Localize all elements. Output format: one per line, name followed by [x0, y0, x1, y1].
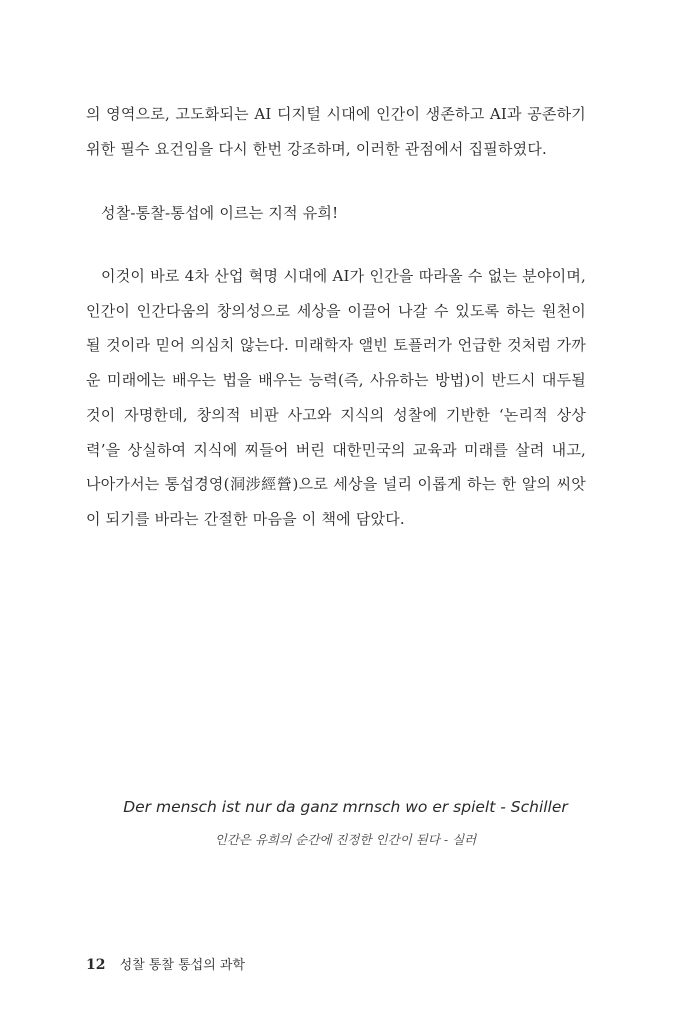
body-paragraph-1: 의 영역으로, 고도화되는 AI 디지털 시대에 인간이 생존하고 AI과 공존하기 위한 필수 요건임을 다시 한번 강조하며, 이러한 관점에서 집필하였다. — [86, 105, 586, 158]
epigraph-quote: Der mensch ist nur da ganz mrnsch wo er spielt - Schiller — [123, 798, 568, 816]
epigraph-translation: 인간은 유희의 순간에 진정한 인간이 된다 - 실러 — [214, 832, 477, 847]
body-paragraph-3: 이것이 바로 4차 산업 혁명 시대에 AI가 인간을 따라올 수 없는 분야이며, 인간이 인간다움의 창의성으로 세상을 이끌어 나갈 수 있도록 하는 원천이 될 것이라 믿어 의심치 않는다. 미래학자 앨빈 토플러가 언급한 것처럼 가까운 미래에는 배우는 법을 배우는 능력(즉, 사유하는 방법)이 반드시 대두될 것이 자명한데, 창의적 비판 사고와 지식의 성찰에 기반한 ‘논리적 상상력’을 상실하여 지식에 찌들어 버린 대한민국의 교육과 미래를 살려 내고, 나아가서는 통섭경영(洞涉經營)으로 세상을 널리 이롭게 하는 한 알의 씨앗이 되기를 바라는 간절한 마음을 이 책에 담았다. — [86, 267, 586, 528]
body-paragraph-2: 성찰-통찰-통섭에 이르는 지적 유희! — [101, 204, 339, 222]
page-number: 12 — [86, 957, 106, 973]
page-footer — [86, 954, 245, 973]
running-title: 성찰 통찰 통섭의 과학 — [119, 958, 246, 973]
